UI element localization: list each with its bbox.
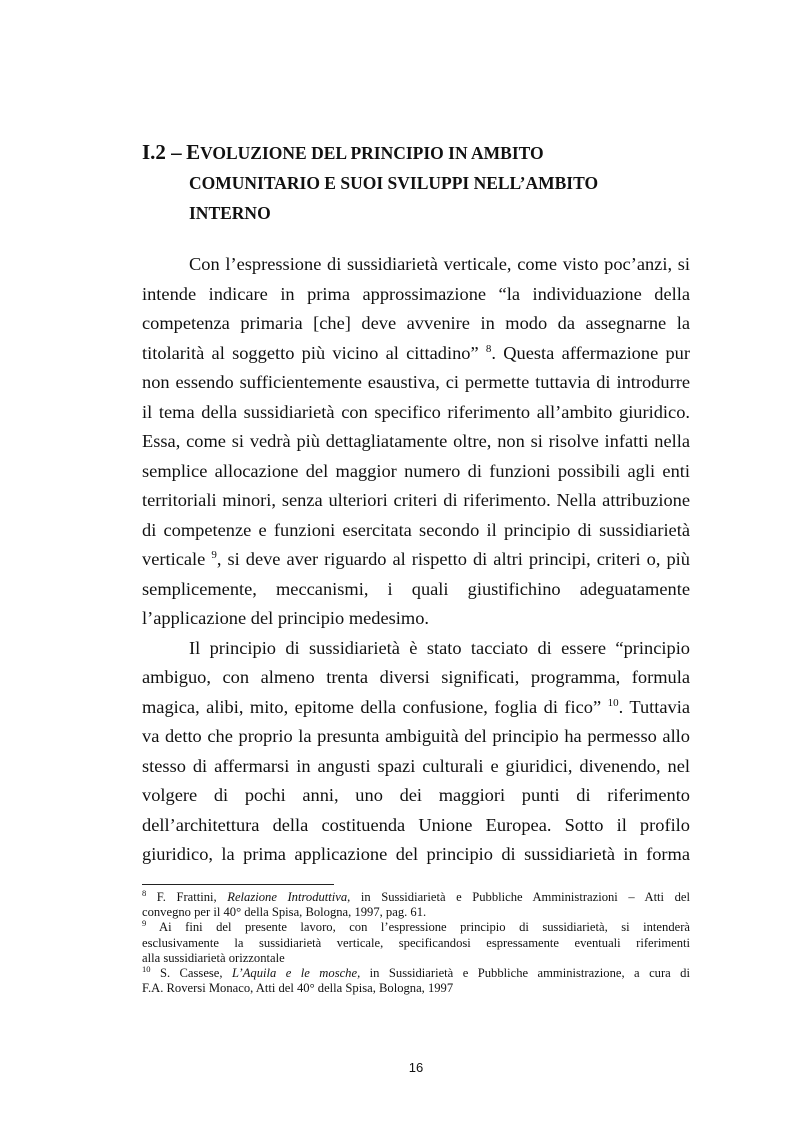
footnotes (142, 890, 690, 996)
footnote-10: $^{10}$ S. Cassese, L’Aquila e le mosche, in Sussidiarietà e Pubbliche amministrazione, a cura di F.A. Roversi Monaco, Atti del 40° della Spisa, Bologna, 1997 (142, 963, 690, 996)
heading-line-3: INTERNO (189, 203, 271, 223)
footnote-ref-9: 9 (211, 549, 217, 561)
body-text (142, 250, 690, 870)
paragraph-2: Il principio di sussidiarietà è stato tacciato di essere “principio ambiguo, con almeno trenta diversi significati, programma, formula magica, alibi, mito, epitome della confusione, foglia di fico” $^{10}$. Tuttavia va detto che proprio la presunta ambiguità del principio ha permesso allo stesso di affermarsi in angusti spazi culturali e giuridici, divenendo, nel volgere di pochi anni, uno dei maggiori punti di riferimento dell’architettura della costituenda Unione Europea. Sotto il profilo giuridico, la prima applicazione del principio di sussidiarietà in forma (142, 637, 690, 864)
footnote-separator (142, 884, 334, 885)
footnote-ref-10: 10 (607, 696, 619, 709)
section-heading (142, 137, 702, 228)
heading-line-1: I.2 – EVOLUZIONE DEL PRINCIPIO IN AMBITO (142, 140, 544, 164)
footnote-ref-8: 8 (485, 342, 492, 355)
heading-line-2: COMUNITARIO E SUOI SVILUPPI NELL’AMBITO (189, 173, 599, 193)
footnote-9: $^9$ Ai fini del presente lavoro, con l’espressione principio di sussidiarietà, si intenderà esclusivamente la sussidiarietà verticale, specificandosi espressamente eventuali riferimenti alla sussidiarietà orizzontale (142, 918, 690, 965)
paragraph-1: Con l’espressione di sussidiarietà verticale, come visto poc’anzi, si intende indicare in prima approssimazione “la individuazione della competenza primaria [che] deve avvenire in modo da assegnarne la titolarità al soggetto più vicino al cittadino” $^8$. Questa affermazione pur non essendo sufficientemente esaustiva, ci permette tuttavia di introdurre il tema della sussidiarietà con specifico riferimento all’ambito giuridico. Essa, come si vedrà più dettagliatamente oltre, non si risolve infatti nella semplice allocazione del maggior numero di funzioni possibili agli enti territoriali minori, senza ulteriori criteri di riferimento. Nella attribuzione di competenze e funzioni esercitata secondo il principio di sussidiarietà verticale $^9$, si deve aver riguardo al rispetto di altri principi, criteri o, più semplicemente, meccanismi, i quali giustifichino adeguatamente l’applicazione del principio medesimo. (142, 254, 690, 628)
footnote-8: $^8$ F. Frattini, Relazione Introduttiva, in Sussidiarietà e Pubbliche Amministrazioni – Atti del convegno per il 40° della Spisa, Bologna, 1997, pag. 61. (142, 888, 690, 920)
page-number: 16 (408, 1060, 424, 1075)
